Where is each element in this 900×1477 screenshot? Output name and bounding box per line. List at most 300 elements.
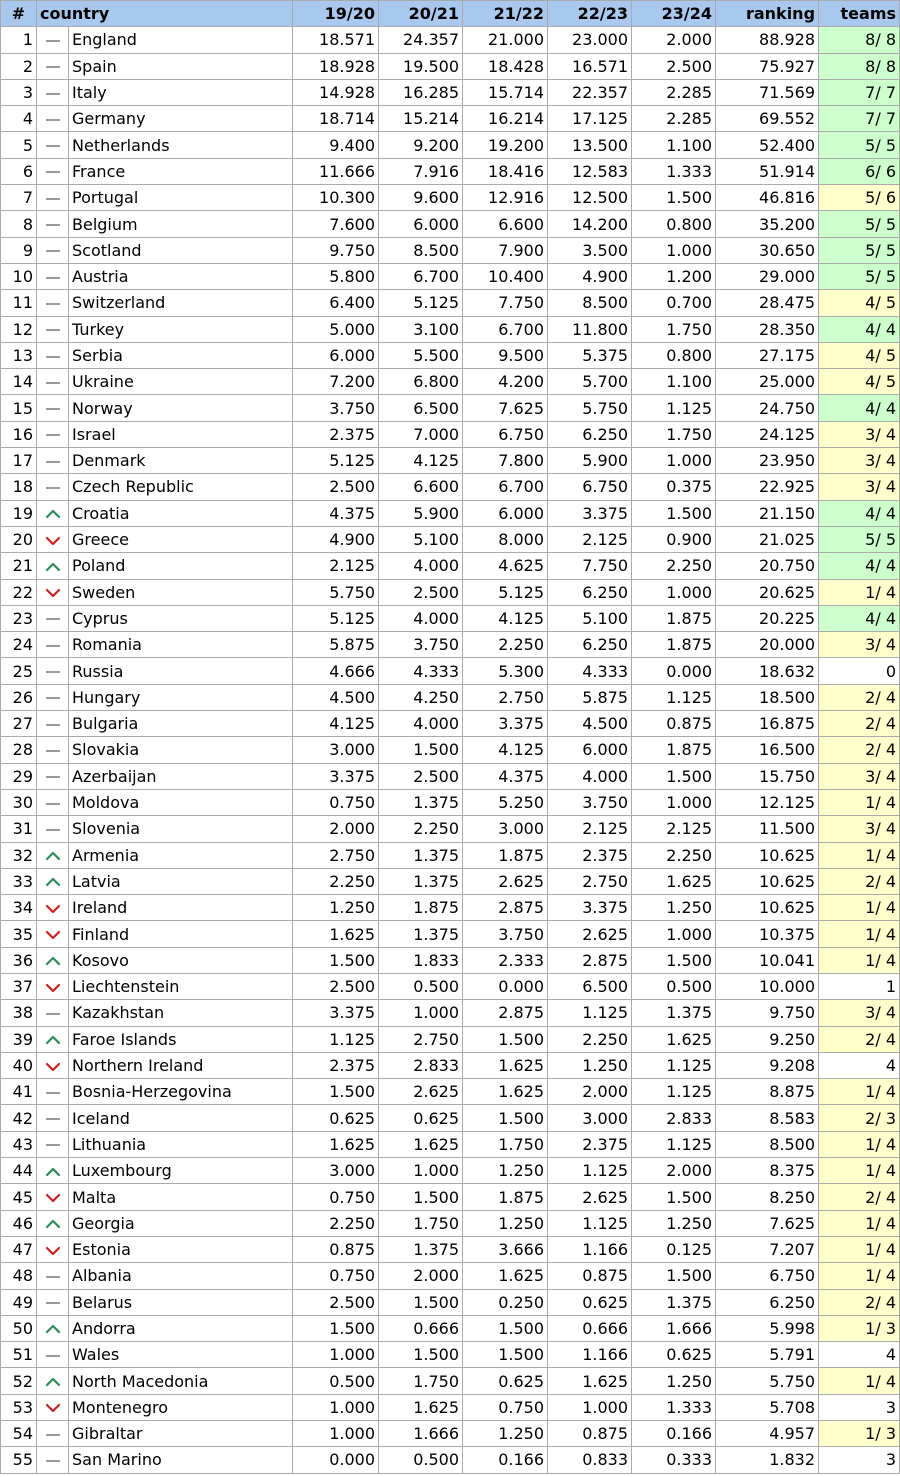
- season-19-20-cell: 4.500: [293, 684, 379, 710]
- season-20-21-cell: 19.500: [379, 53, 463, 79]
- country-cell: Belarus: [69, 1289, 293, 1315]
- rank-number-cell: 39: [1, 1026, 37, 1052]
- season-20-21-cell: 4.000: [379, 711, 463, 737]
- season-22-23-cell: 6.750: [548, 474, 632, 500]
- season-20-21-cell: 4.333: [379, 658, 463, 684]
- table-row: [1, 448, 900, 474]
- unchanged-dash-icon: [45, 378, 61, 388]
- season-22-23-cell: 5.750: [548, 395, 632, 421]
- season-20-21-cell: 9.200: [379, 132, 463, 158]
- season-22-23-cell: 1.166: [548, 1342, 632, 1368]
- season-23-24-cell: 1.000: [632, 448, 716, 474]
- season-20-21-cell: 1.500: [379, 1342, 463, 1368]
- teams-cell: 4/ 4: [819, 500, 900, 526]
- season-21-22-cell: 2.750: [463, 684, 548, 710]
- country-cell: Ukraine: [69, 369, 293, 395]
- season-22-23-cell: 5.900: [548, 448, 632, 474]
- season-21-22-cell: 12.916: [463, 185, 548, 211]
- season-21-22-cell: 7.750: [463, 290, 548, 316]
- arrow-up-icon: [45, 1377, 61, 1387]
- header-ranking[interactable]: ranking: [716, 1, 819, 27]
- season-21-22-cell: 0.625: [463, 1368, 548, 1394]
- season-20-21-cell: 4.125: [379, 448, 463, 474]
- trend-cell: [37, 185, 69, 211]
- unchanged-dash-icon: [45, 693, 61, 703]
- season-23-24-cell: 1.333: [632, 158, 716, 184]
- country-cell: Luxembourg: [69, 1158, 293, 1184]
- table-row: [1, 1447, 900, 1473]
- rank-number-cell: 24: [1, 632, 37, 658]
- trend-cell: [37, 632, 69, 658]
- country-cell: Israel: [69, 421, 293, 447]
- season-22-23-cell: 1.166: [548, 1236, 632, 1262]
- rank-number-cell: 9: [1, 237, 37, 263]
- season-20-21-cell: 24.357: [379, 27, 463, 53]
- season-22-23-cell: 2.000: [548, 1079, 632, 1105]
- header-teams[interactable]: teams: [819, 1, 900, 27]
- teams-cell: 5/ 5: [819, 526, 900, 552]
- rank-number-cell: 41: [1, 1079, 37, 1105]
- table-row: [1, 79, 900, 105]
- trend-cell: [37, 211, 69, 237]
- arrow-down-icon: [45, 904, 61, 914]
- rank-number-cell: 45: [1, 1184, 37, 1210]
- ranking-cell: 21.150: [716, 500, 819, 526]
- ranking-cell: 52.400: [716, 132, 819, 158]
- ranking-cell: 24.125: [716, 421, 819, 447]
- ranking-cell: 7.207: [716, 1236, 819, 1262]
- country-cell: Denmark: [69, 448, 293, 474]
- season-21-22-cell: 1.500: [463, 1105, 548, 1131]
- unchanged-dash-icon: [45, 799, 61, 809]
- season-19-20-cell: 0.750: [293, 789, 379, 815]
- rank-number-cell: 55: [1, 1447, 37, 1473]
- ranking-cell: 5.708: [716, 1394, 819, 1420]
- season-21-22-cell: 1.250: [463, 1210, 548, 1236]
- season-23-24-cell: 2.500: [632, 53, 716, 79]
- unchanged-dash-icon: [45, 483, 61, 493]
- season-19-20-cell: 9.750: [293, 237, 379, 263]
- rank-number-cell: 49: [1, 1289, 37, 1315]
- season-21-22-cell: 1.750: [463, 1131, 548, 1157]
- table-row: [1, 1342, 900, 1368]
- trend-cell: [37, 711, 69, 737]
- season-21-22-cell: 3.375: [463, 711, 548, 737]
- ranking-cell: 10.375: [716, 921, 819, 947]
- unchanged-dash-icon: [45, 194, 61, 204]
- season-23-24-cell: 1.500: [632, 947, 716, 973]
- header-rank-number[interactable]: #: [1, 1, 37, 27]
- season-22-23-cell: 2.250: [548, 1026, 632, 1052]
- country-cell: Andorra: [69, 1315, 293, 1341]
- rank-number-cell: 38: [1, 1000, 37, 1026]
- country-cell: Kosovo: [69, 947, 293, 973]
- trend-cell: [37, 763, 69, 789]
- table-row: [1, 526, 900, 552]
- teams-cell: 8/ 8: [819, 27, 900, 53]
- season-22-23-cell: 12.500: [548, 185, 632, 211]
- unchanged-dash-icon: [45, 89, 61, 99]
- season-19-20-cell: 5.000: [293, 316, 379, 342]
- season-21-22-cell: 18.416: [463, 158, 548, 184]
- season-23-24-cell: 1.875: [632, 737, 716, 763]
- country-cell: Germany: [69, 106, 293, 132]
- season-22-23-cell: 2.625: [548, 921, 632, 947]
- teams-cell: 1/ 4: [819, 842, 900, 868]
- table-row: [1, 316, 900, 342]
- table-row: [1, 1421, 900, 1447]
- country-cell: Greece: [69, 526, 293, 552]
- season-19-20-cell: 0.750: [293, 1263, 379, 1289]
- country-cell: England: [69, 27, 293, 53]
- season-20-21-cell: 1.500: [379, 1184, 463, 1210]
- table-row: [1, 1026, 900, 1052]
- table-row: [1, 27, 900, 53]
- rank-number-cell: 12: [1, 316, 37, 342]
- season-23-24-cell: 1.000: [632, 921, 716, 947]
- ranking-cell: 22.925: [716, 474, 819, 500]
- trend-cell: [37, 1315, 69, 1341]
- ranking-cell: 6.750: [716, 1263, 819, 1289]
- season-19-20-cell: 0.625: [293, 1105, 379, 1131]
- season-19-20-cell: 14.928: [293, 79, 379, 105]
- table-row: [1, 53, 900, 79]
- country-cell: Wales: [69, 1342, 293, 1368]
- teams-cell: 1/ 4: [819, 895, 900, 921]
- country-cell: Netherlands: [69, 132, 293, 158]
- season-23-24-cell: 1.875: [632, 632, 716, 658]
- season-22-23-cell: 3.500: [548, 237, 632, 263]
- unchanged-dash-icon: [45, 325, 61, 335]
- table-row: [1, 211, 900, 237]
- ranking-cell: 24.750: [716, 395, 819, 421]
- trend-cell: [37, 474, 69, 500]
- season-19-20-cell: 1.125: [293, 1026, 379, 1052]
- country-cell: Northern Ireland: [69, 1052, 293, 1078]
- season-19-20-cell: 3.000: [293, 737, 379, 763]
- header-season-19-20[interactable]: 19/20: [293, 1, 379, 27]
- trend-cell: [37, 605, 69, 631]
- ranking-cell: 21.025: [716, 526, 819, 552]
- season-21-22-cell: 18.428: [463, 53, 548, 79]
- teams-cell: 5/ 5: [819, 263, 900, 289]
- season-19-20-cell: 5.800: [293, 263, 379, 289]
- table-row: [1, 842, 900, 868]
- header-season-23-24[interactable]: 23/24: [632, 1, 716, 27]
- ranking-cell: 29.000: [716, 263, 819, 289]
- country-cell: Cyprus: [69, 605, 293, 631]
- teams-cell: 1/ 4: [819, 1210, 900, 1236]
- season-23-24-cell: 2.000: [632, 1158, 716, 1184]
- arrow-down-icon: [45, 983, 61, 993]
- rank-number-cell: 22: [1, 579, 37, 605]
- trend-cell: [37, 895, 69, 921]
- unchanged-dash-icon: [45, 352, 61, 362]
- teams-cell: 1/ 4: [819, 579, 900, 605]
- season-21-22-cell: 1.500: [463, 1026, 548, 1052]
- season-20-21-cell: 16.285: [379, 79, 463, 105]
- teams-cell: 1: [819, 973, 900, 999]
- table-row: [1, 1368, 900, 1394]
- ranking-cell: 10.625: [716, 868, 819, 894]
- arrow-up-icon: [45, 1167, 61, 1177]
- season-22-23-cell: 1.625: [548, 1368, 632, 1394]
- rank-number-cell: 1: [1, 27, 37, 53]
- season-21-22-cell: 1.500: [463, 1342, 548, 1368]
- header-season-22-23[interactable]: 22/23: [548, 1, 632, 27]
- ranking-cell: 12.125: [716, 789, 819, 815]
- table-row: [1, 1158, 900, 1184]
- table-row: [1, 1052, 900, 1078]
- trend-cell: [37, 973, 69, 999]
- ranking-cell: 28.350: [716, 316, 819, 342]
- header-row: [1, 1, 900, 27]
- season-22-23-cell: 0.875: [548, 1421, 632, 1447]
- season-20-21-cell: 1.375: [379, 842, 463, 868]
- trend-cell: [37, 27, 69, 53]
- teams-cell: 5/ 5: [819, 211, 900, 237]
- rank-number-cell: 31: [1, 816, 37, 842]
- trend-cell: [37, 237, 69, 263]
- rank-number-cell: 40: [1, 1052, 37, 1078]
- season-22-23-cell: 14.200: [548, 211, 632, 237]
- season-20-21-cell: 6.800: [379, 369, 463, 395]
- table-row: [1, 185, 900, 211]
- season-21-22-cell: 1.250: [463, 1158, 548, 1184]
- season-21-22-cell: 1.625: [463, 1079, 548, 1105]
- season-21-22-cell: 0.000: [463, 973, 548, 999]
- season-22-23-cell: 4.000: [548, 763, 632, 789]
- season-19-20-cell: 2.750: [293, 842, 379, 868]
- ranking-cell: 35.200: [716, 211, 819, 237]
- season-22-23-cell: 7.750: [548, 553, 632, 579]
- season-21-22-cell: 6.700: [463, 316, 548, 342]
- trend-cell: [37, 921, 69, 947]
- teams-cell: 4/ 5: [819, 342, 900, 368]
- season-21-22-cell: 6.600: [463, 211, 548, 237]
- season-22-23-cell: 3.375: [548, 895, 632, 921]
- trend-cell: [37, 1026, 69, 1052]
- unchanged-dash-icon: [45, 1272, 61, 1282]
- season-19-20-cell: 7.600: [293, 211, 379, 237]
- trend-cell: [37, 1131, 69, 1157]
- trend-cell: [37, 737, 69, 763]
- season-19-20-cell: 1.000: [293, 1342, 379, 1368]
- season-21-22-cell: 4.375: [463, 763, 548, 789]
- season-23-24-cell: 1.000: [632, 579, 716, 605]
- season-20-21-cell: 1.833: [379, 947, 463, 973]
- season-20-21-cell: 2.250: [379, 816, 463, 842]
- rank-number-cell: 4: [1, 106, 37, 132]
- trend-cell: [37, 579, 69, 605]
- teams-cell: 3/ 4: [819, 474, 900, 500]
- season-23-24-cell: 1.250: [632, 895, 716, 921]
- season-21-22-cell: 8.000: [463, 526, 548, 552]
- unchanged-dash-icon: [45, 299, 61, 309]
- teams-cell: 0: [819, 658, 900, 684]
- season-19-20-cell: 2.375: [293, 1052, 379, 1078]
- country-cell: Spain: [69, 53, 293, 79]
- unchanged-dash-icon: [45, 1088, 61, 1098]
- season-22-23-cell: 3.375: [548, 500, 632, 526]
- season-19-20-cell: 1.250: [293, 895, 379, 921]
- season-21-22-cell: 0.750: [463, 1394, 548, 1420]
- rank-number-cell: 30: [1, 789, 37, 815]
- ranking-cell: 9.250: [716, 1026, 819, 1052]
- season-21-22-cell: 4.625: [463, 553, 548, 579]
- header-country[interactable]: country: [37, 1, 293, 27]
- season-23-24-cell: 0.700: [632, 290, 716, 316]
- season-19-20-cell: 2.500: [293, 474, 379, 500]
- table-row: [1, 158, 900, 184]
- season-20-21-cell: 1.375: [379, 868, 463, 894]
- teams-cell: 5/ 6: [819, 185, 900, 211]
- season-23-24-cell: 1.200: [632, 263, 716, 289]
- season-19-20-cell: 3.375: [293, 763, 379, 789]
- season-20-21-cell: 5.900: [379, 500, 463, 526]
- rank-number-cell: 19: [1, 500, 37, 526]
- season-22-23-cell: 6.500: [548, 973, 632, 999]
- ranking-cell: 9.750: [716, 1000, 819, 1026]
- ranking-cell: 5.791: [716, 1342, 819, 1368]
- season-20-21-cell: 8.500: [379, 237, 463, 263]
- teams-cell: 3: [819, 1447, 900, 1473]
- trend-cell: [37, 132, 69, 158]
- country-cell: Croatia: [69, 500, 293, 526]
- unchanged-dash-icon: [45, 1009, 61, 1019]
- rank-number-cell: 48: [1, 1263, 37, 1289]
- season-20-21-cell: 1.375: [379, 921, 463, 947]
- season-21-22-cell: 2.250: [463, 632, 548, 658]
- trend-cell: [37, 868, 69, 894]
- season-22-23-cell: 13.500: [548, 132, 632, 158]
- arrow-up-icon: [45, 1324, 61, 1334]
- season-19-20-cell: 18.714: [293, 106, 379, 132]
- season-20-21-cell: 1.500: [379, 737, 463, 763]
- arrow-up-icon: [45, 1035, 61, 1045]
- arrow-down-icon: [45, 1062, 61, 1072]
- season-23-24-cell: 1.125: [632, 1131, 716, 1157]
- season-22-23-cell: 4.333: [548, 658, 632, 684]
- trend-cell: [37, 1263, 69, 1289]
- ranking-cell: 6.250: [716, 1289, 819, 1315]
- season-20-21-cell: 1.666: [379, 1421, 463, 1447]
- country-cell: Montenegro: [69, 1394, 293, 1420]
- country-cell: Norway: [69, 395, 293, 421]
- season-22-23-cell: 0.625: [548, 1289, 632, 1315]
- season-22-23-cell: 6.250: [548, 579, 632, 605]
- header-season-20-21[interactable]: 20/21: [379, 1, 463, 27]
- teams-cell: 1/ 4: [819, 947, 900, 973]
- ranking-cell: 8.875: [716, 1079, 819, 1105]
- country-cell: Slovenia: [69, 816, 293, 842]
- season-21-22-cell: 16.214: [463, 106, 548, 132]
- season-23-24-cell: 2.285: [632, 79, 716, 105]
- season-23-24-cell: 0.900: [632, 526, 716, 552]
- season-22-23-cell: 0.833: [548, 1447, 632, 1473]
- teams-cell: 5/ 5: [819, 237, 900, 263]
- teams-cell: 2/ 3: [819, 1105, 900, 1131]
- rank-number-cell: 20: [1, 526, 37, 552]
- country-cell: Serbia: [69, 342, 293, 368]
- season-19-20-cell: 1.000: [293, 1421, 379, 1447]
- season-23-24-cell: 1.125: [632, 1079, 716, 1105]
- season-20-21-cell: 1.625: [379, 1131, 463, 1157]
- season-21-22-cell: 4.125: [463, 605, 548, 631]
- season-22-23-cell: 4.900: [548, 263, 632, 289]
- season-23-24-cell: 2.833: [632, 1105, 716, 1131]
- unchanged-dash-icon: [45, 614, 61, 624]
- season-20-21-cell: 6.600: [379, 474, 463, 500]
- season-20-21-cell: 6.500: [379, 395, 463, 421]
- ranking-cell: 10.041: [716, 947, 819, 973]
- season-20-21-cell: 5.100: [379, 526, 463, 552]
- trend-cell: [37, 1052, 69, 1078]
- rank-number-cell: 43: [1, 1131, 37, 1157]
- season-23-24-cell: 1.250: [632, 1368, 716, 1394]
- country-cell: Kazakhstan: [69, 1000, 293, 1026]
- teams-cell: 1/ 4: [819, 789, 900, 815]
- season-21-22-cell: 3.750: [463, 921, 548, 947]
- trend-cell: [37, 1289, 69, 1315]
- ranking-cell: 20.750: [716, 553, 819, 579]
- season-20-21-cell: 4.000: [379, 553, 463, 579]
- ranking-cell: 23.950: [716, 448, 819, 474]
- unchanged-dash-icon: [45, 1140, 61, 1150]
- country-cell: Lithuania: [69, 1131, 293, 1157]
- season-21-22-cell: 1.875: [463, 1184, 548, 1210]
- rank-number-cell: 37: [1, 973, 37, 999]
- season-20-21-cell: 1.375: [379, 1236, 463, 1262]
- season-23-24-cell: 1.625: [632, 1026, 716, 1052]
- country-cell: Armenia: [69, 842, 293, 868]
- teams-cell: 1/ 4: [819, 1263, 900, 1289]
- season-23-24-cell: 0.800: [632, 211, 716, 237]
- arrow-up-icon: [45, 509, 61, 519]
- header-season-21-22[interactable]: 21/22: [463, 1, 548, 27]
- season-21-22-cell: 1.875: [463, 842, 548, 868]
- season-22-23-cell: 0.875: [548, 1263, 632, 1289]
- rank-number-cell: 10: [1, 263, 37, 289]
- country-cell: Poland: [69, 553, 293, 579]
- arrow-down-icon: [45, 1193, 61, 1203]
- teams-cell: 3/ 4: [819, 448, 900, 474]
- season-22-23-cell: 3.750: [548, 789, 632, 815]
- season-22-23-cell: 0.666: [548, 1315, 632, 1341]
- teams-cell: 1/ 3: [819, 1315, 900, 1341]
- season-19-20-cell: 6.000: [293, 342, 379, 368]
- season-23-24-cell: 1.750: [632, 421, 716, 447]
- season-20-21-cell: 1.750: [379, 1210, 463, 1236]
- table-row: [1, 421, 900, 447]
- rank-number-cell: 18: [1, 474, 37, 500]
- country-cell: Czech Republic: [69, 474, 293, 500]
- table-body: [1, 27, 900, 1473]
- table-row: [1, 921, 900, 947]
- season-23-24-cell: 1.375: [632, 1000, 716, 1026]
- trend-cell: [37, 1158, 69, 1184]
- season-19-20-cell: 3.750: [293, 395, 379, 421]
- table-row: [1, 1289, 900, 1315]
- season-22-23-cell: 2.625: [548, 1184, 632, 1210]
- season-22-23-cell: 5.100: [548, 605, 632, 631]
- trend-cell: [37, 1394, 69, 1420]
- table-row: [1, 816, 900, 842]
- season-22-23-cell: 1.000: [548, 1394, 632, 1420]
- season-19-20-cell: 7.200: [293, 369, 379, 395]
- arrow-up-icon: [45, 562, 61, 572]
- country-cell: San Marino: [69, 1447, 293, 1473]
